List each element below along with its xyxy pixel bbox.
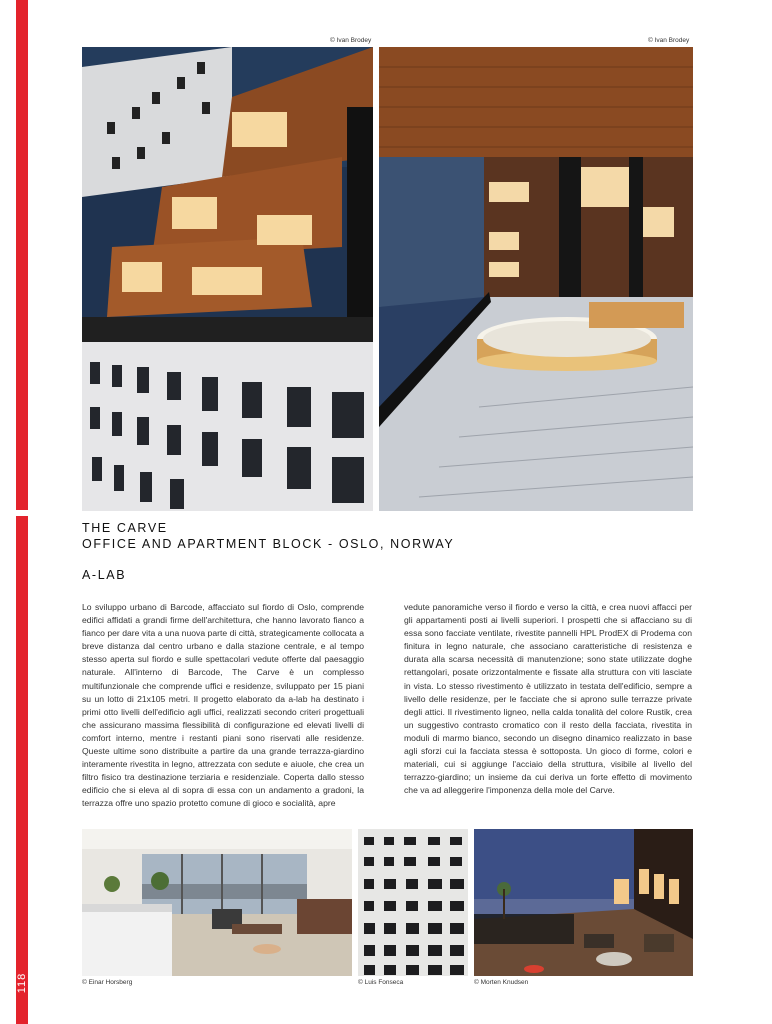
photo-interior-living-room <box>82 829 352 976</box>
red-margin-bar-bottom <box>16 516 28 1024</box>
title-line-1: THE CARVE <box>82 521 168 535</box>
photo-credit-terrace: © Morten Knudsen <box>474 979 529 986</box>
article-title <box>82 520 454 552</box>
photo-facade-detail <box>358 829 468 976</box>
title-line-2: OFFICE AND APARTMENT BLOCK - OSLO, NORWAY <box>82 537 455 551</box>
red-margin-bar-top <box>16 0 28 510</box>
photo-credit-interior: © Einar Horsberg <box>82 979 133 986</box>
body-column-left: Lo sviluppo urbano di Barcode, affacciato sul fiordo di Oslo, comprende edifici affidati a grandi firme dell'architettura, che hanno lavorato fianco a fianco per dare vita a una nuova parte di città, strategicamente collocata a breve distanza dal centro urbano e dalla stazione centrale, e al tempo stesso aperta sul fiordo e sulle spettacolari vedute offerte dal paesaggio naturale. All'interno di Barcode, The Carve è un complesso multifunzionale che comprende uffici e residenze, sviluppato per 15 piani su un lotto di 21x105 metri. Il progetto elaborato da a-lab ha destinato i primi otto livelli dell'edificio agli uffici, realizzati secondo criteri progettuali che assicurano massima flessibilità di configurazione ed elevati livelli di comfort interno, mentre i restanti piani sono riservati alle residenze. Queste ultime sono distribuite a partire da una grande terrazza-giardino interamente rivestita in legno, attrezzata con sedute e aiuole, che crea un filtro fisico tra destinazione terziaria e residenziale. Coperta dallo stesso edificio che si eleva al di sopra di essa con un andamento a gradoni, la terrazza offre uno spazio protetto comune di gioco e socialità, apre <box>82 602 364 809</box>
photo-building-facade <box>82 47 373 511</box>
photo-credit-top-left: © Ivan Brodey <box>330 37 372 44</box>
photo-terrace-dusk <box>474 829 693 976</box>
page-number: 118 <box>16 972 28 994</box>
body-column-right: vedute panoramiche verso il fiordo e verso la città, e crea nuovi affacci per gli appartamenti posti ai livelli superiori. I prospetti che si affacciano su di essa sono facciate ventilate, rivestite pannelli HPL ProdEX di Prodema con finitura in legno naturale, che associano caratteristiche di resistenza e durata alla scarsa necessità di manutenzione; sono state utilizzate doghe rettangolari, posate orizzontalmente e fissate alla struttura con viti lasciate in vista. Lo stesso rivestimento è utilizzato in testata dell'edificio, sempre a livello delle residenze, per le facciate che si aprono sulle terrazze private degli attici. Il rivestimento ligneo, nella calda tonalità del colore Rustik, crea un suggestivo contrasto cromatico con il resto della facciata, rivestita in moduli di marmo bianco, secondo un disegno dinamico realizzato in base agli sforzi cui la facciata stessa è sottoposta. Un gioco di forme, colori e materiali, cui si aggiunge l'acciaio della struttura, visibile al livello del terrazzo-giardino; un insieme da cui deriva un forte effetto di movimento che va ad alleggerire l'imponenza della mole del Carve. <box>404 602 692 796</box>
photo-credit-facade: © Luis Fonseca <box>358 979 404 986</box>
photo-credit-top-right: © Ivan Brodey <box>648 37 690 44</box>
article-author: A-LAB <box>82 568 127 582</box>
photo-snowy-terrace <box>379 47 693 511</box>
